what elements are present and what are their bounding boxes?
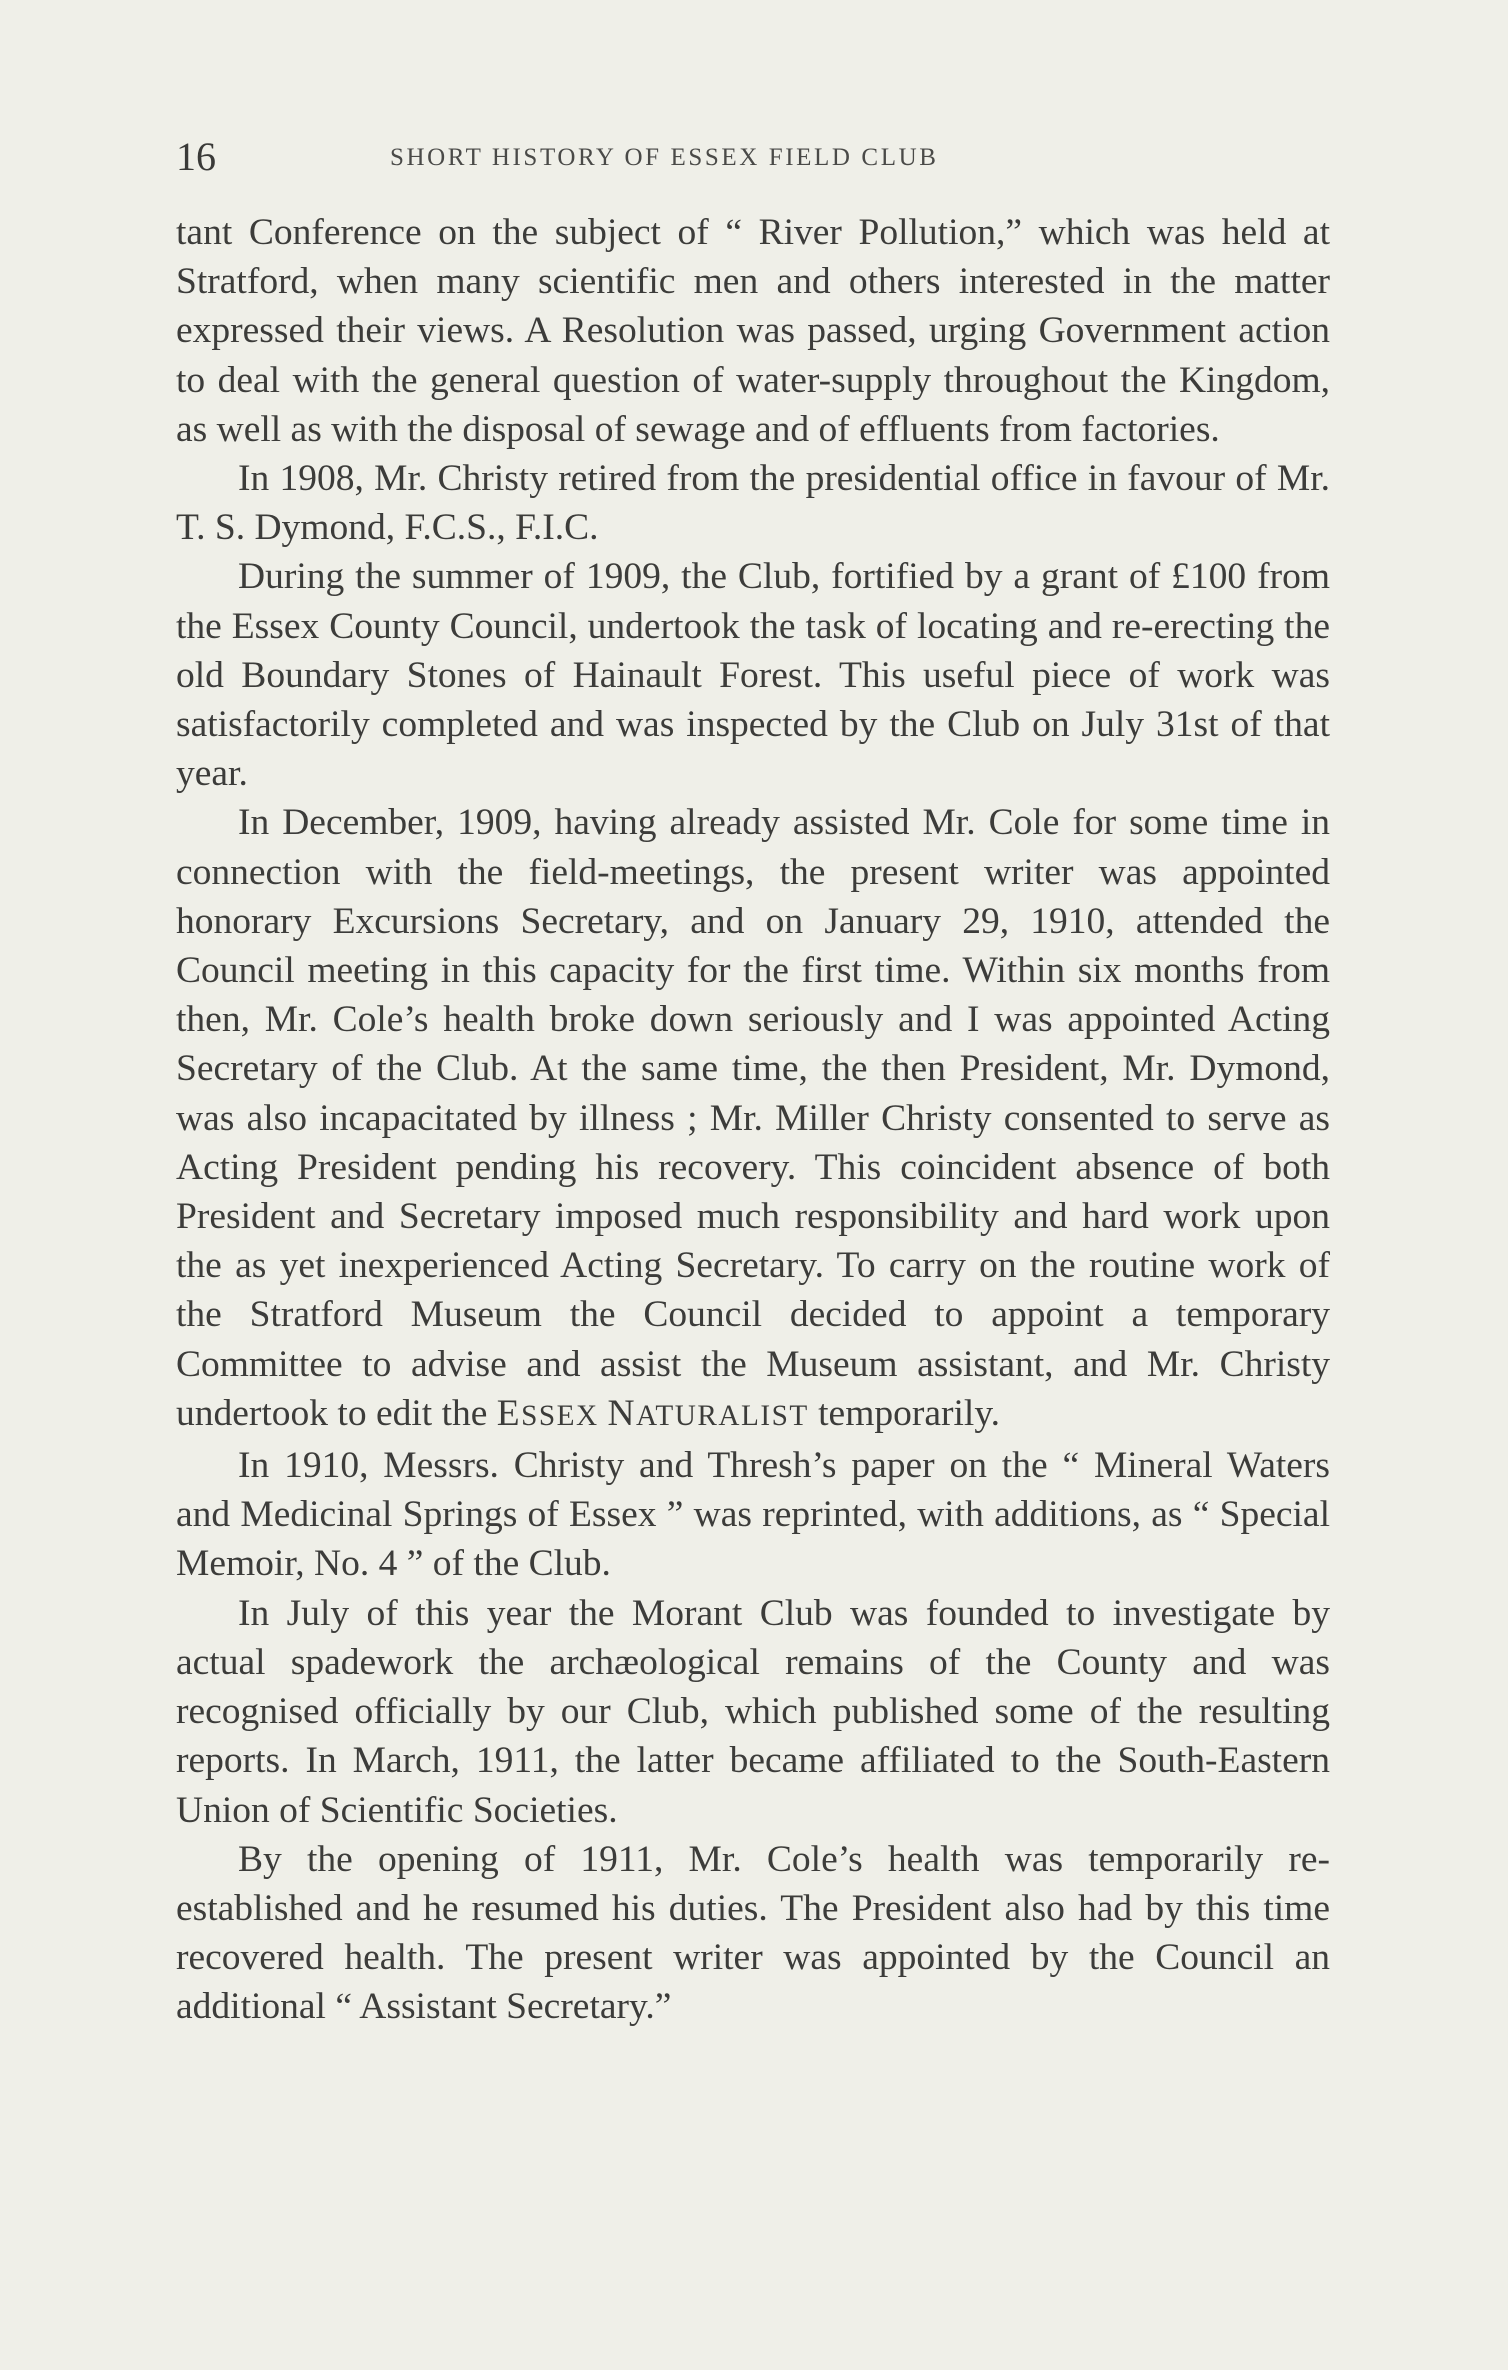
- body-text: [176, 208, 1330, 2032]
- running-head: [176, 132, 1330, 182]
- paragraph-1910-mineral-waters: In 1910, Messrs. Christy and Thresh’s paper on the “ Mineral Waters and Medicinal Springs of Essex ” was reprinted, with additions, as “ Special Memoir, No. 4 ” of the Club.: [176, 1445, 1330, 1585]
- paragraph-1908-president: In 1908, Mr. Christy retired from the presidential office in favour of Mr. T. S. Dymond, F.C.S., F.I.C.: [176, 458, 1330, 549]
- paragraph-december-1909: [176, 798, 1330, 1441]
- running-title: SHORT HISTORY OF ESSEX FIELD CLUB: [390, 144, 939, 171]
- paragraph-text: In December, 1909, having already assisted Mr. Cole for some time in connection with the field-meetings, the present writer was appointed honorary Excursions Secretary, and on January 29, 1910, attended the Council meeting in this capacity for the first time. Within six months from then, Mr. Cole’s health broke down seriously and I was appointed Acting Secretary of the Club. At the same time, the then President, Mr. Dymond, was also incapacitated by illness ; Mr. Miller Christy consented to serve as Acting President pending his recovery. This coincident absence of both President and Secretary imposed much responsibility and hard work upon the as yet inexperienced Acting Secretary. To carry on the routine work of the Stratford Museum the Council decided to appoint a temporary Committee to advise and assist the Museum assistant, and Mr. Christy undertook to edit the: [176, 802, 1330, 1434]
- journal-name-small-caps: [496, 1392, 809, 1434]
- page-number: 16: [176, 134, 216, 179]
- paragraph-morant-club: In July of this year the Morant Club was founded to investigate by actual spadework the archæological remains of the County and was recognised officially by our Club, which published some of the resulting reports. In March, 1911, the latter became affiliated to the South-Eastern Union of Scientific Societies.: [176, 1592, 1330, 1831]
- journal-initial-e: E: [496, 1392, 522, 1434]
- paragraph-1909-boundary-stones: During the summer of 1909, the Club, fortified by a grant of £100 from the Essex County Council, undertook the task of locating and re-erecting the old Boundary Stones of Hainault Forest. This useful piece of work was satisfactorily completed and was inspected by the Club on July 31st of that year.: [176, 556, 1330, 795]
- paragraph-river-pollution: tant Conference on the subject of “ River Pollution,” which was held at Stratford, when many scientific men and others interested in the matter expressed their views. A Resolution was passed, urging Government action to deal with the general question of water-supply throughout the Kingdom, as well as with the disposal of sewage and of effluents from factories.: [176, 212, 1330, 450]
- paragraph-text-end: temporarily.: [818, 1392, 1001, 1434]
- journal-rest-ssex: SSEX: [521, 1399, 599, 1432]
- journal-initial-n: N: [607, 1392, 636, 1434]
- journal-rest-aturalist: ATURALIST: [636, 1399, 809, 1432]
- paragraph-1911-opening: By the opening of 1911, Mr. Cole’s health was temporarily re-established and he resumed his duties. The President also had by this time recovered health. The present writer was appointed by the Council an additional “ Assistant Secretary.”: [176, 1838, 1330, 2028]
